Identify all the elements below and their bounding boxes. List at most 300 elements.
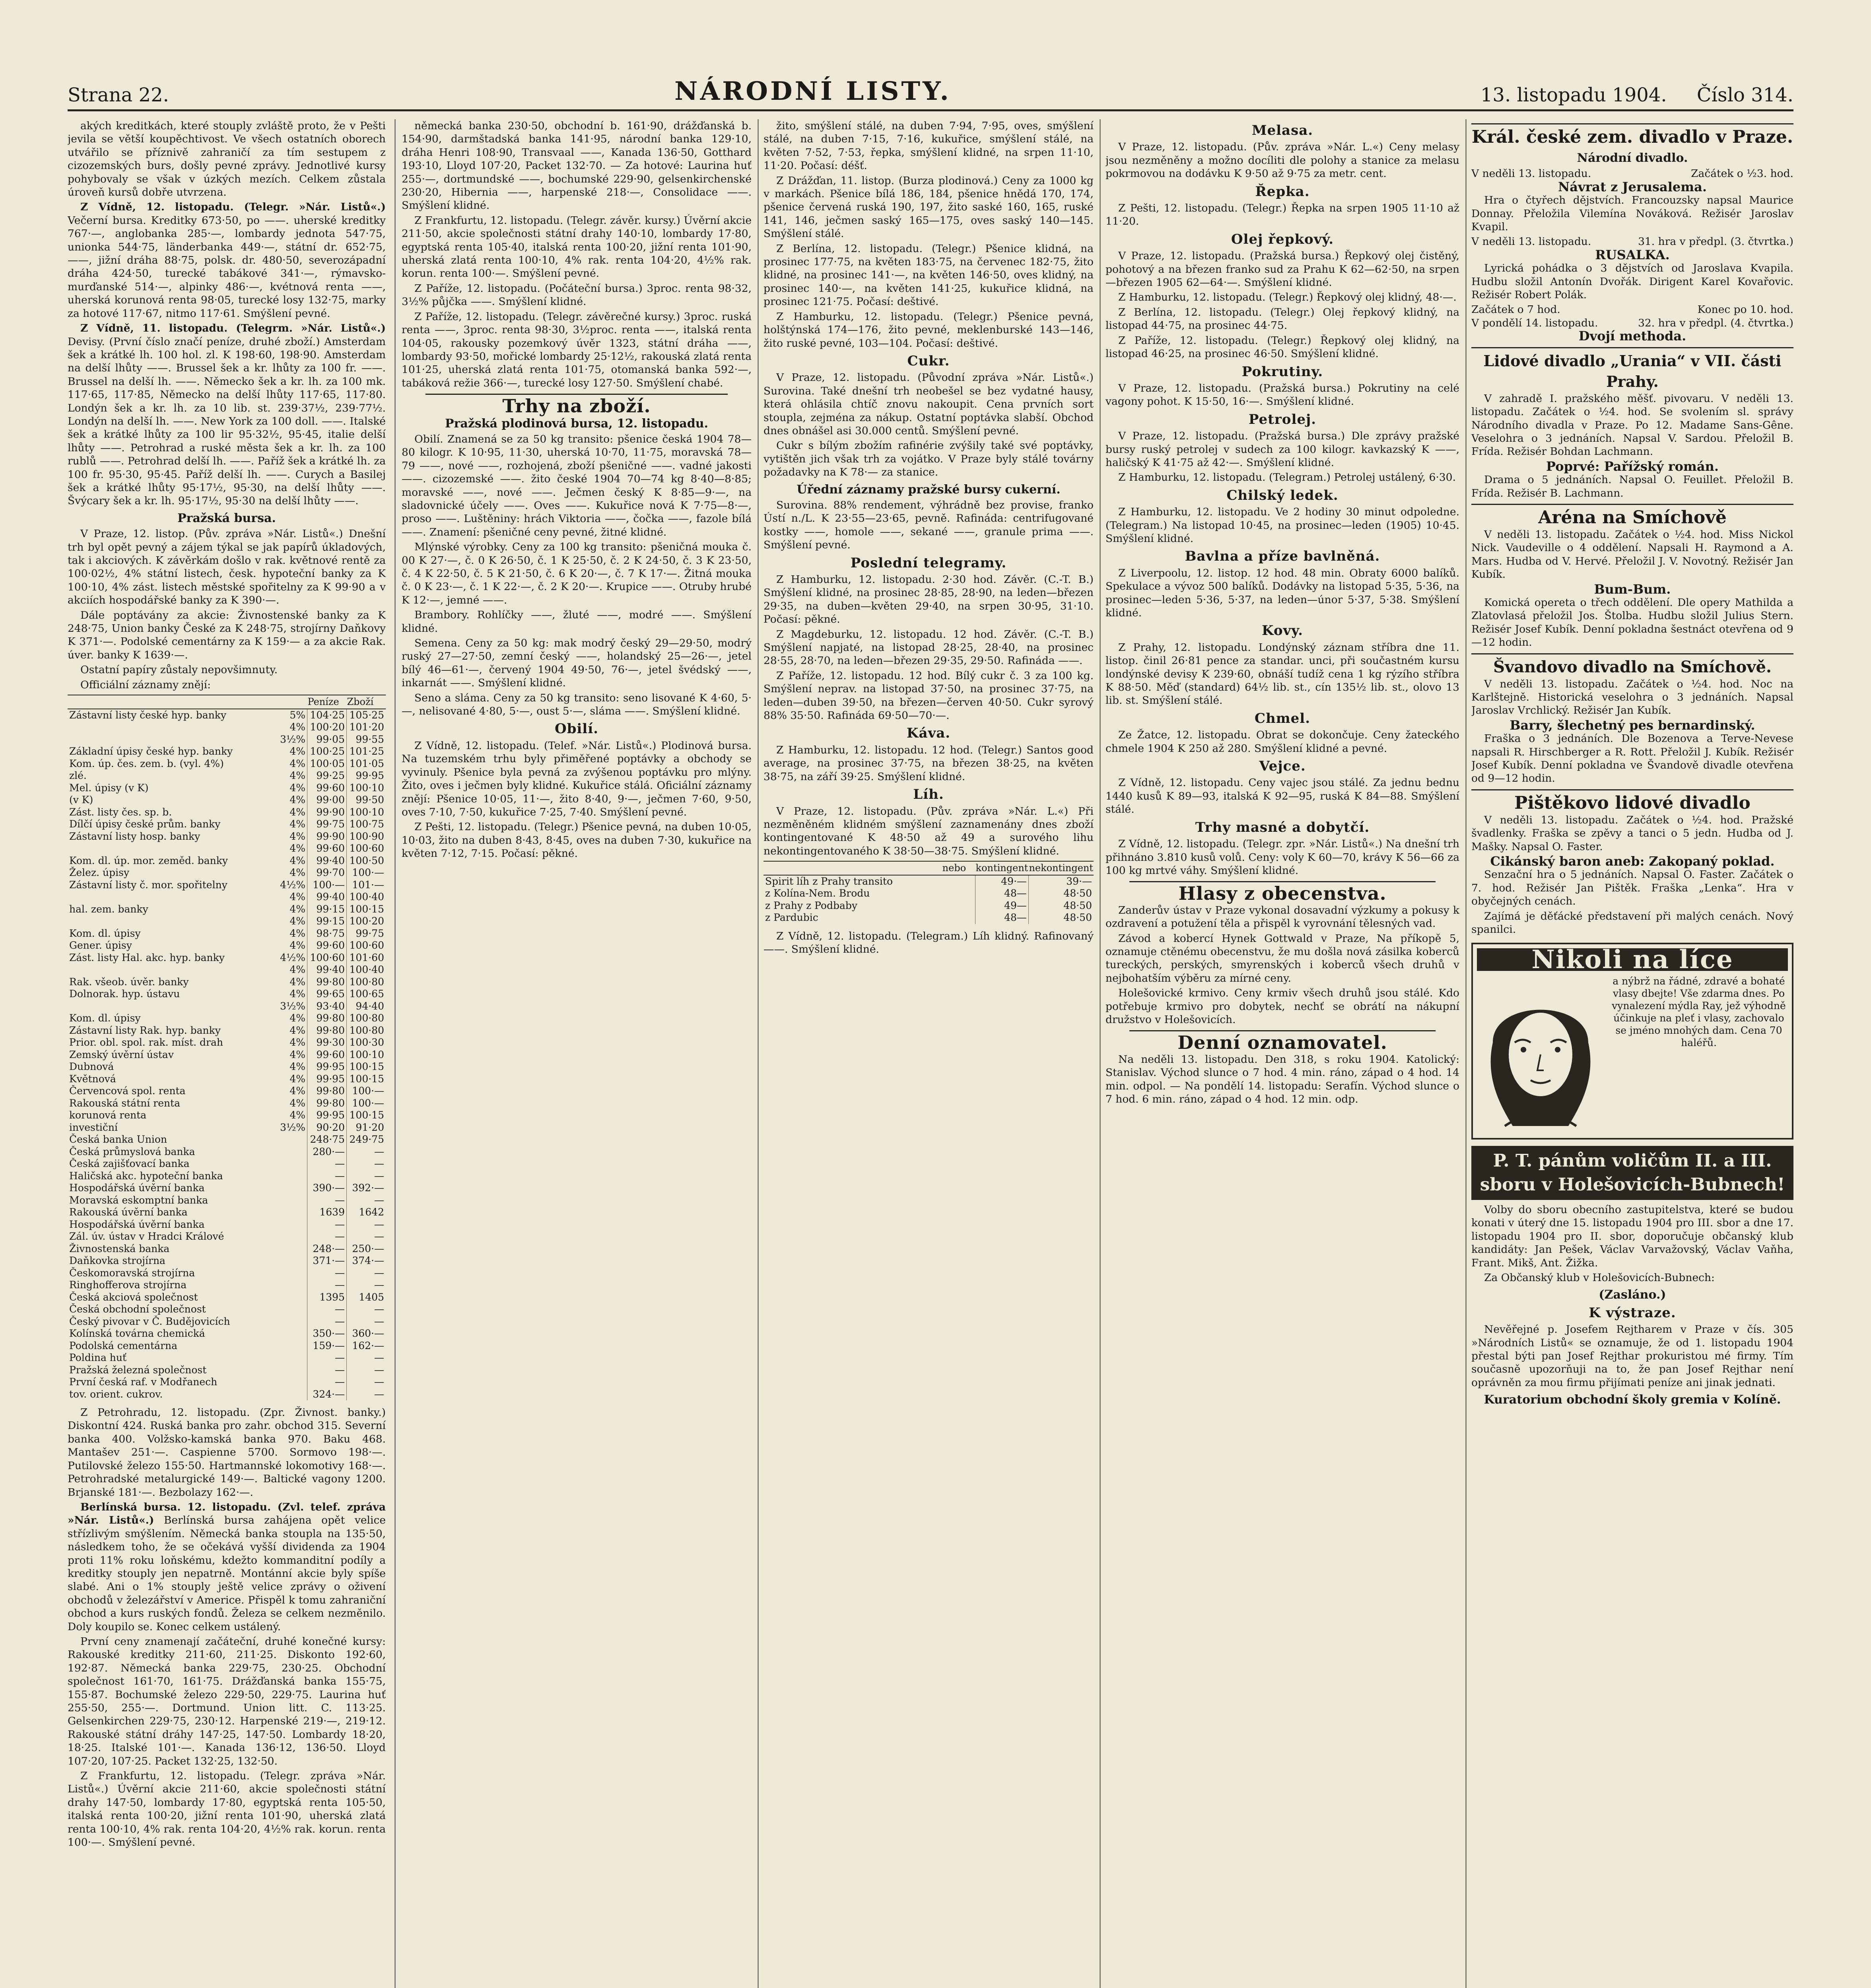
table-cell [942, 900, 975, 912]
table-cell-goods: 100·90 [347, 831, 386, 843]
table-cell-name: Hospodářská úvěrní banka [69, 1182, 205, 1194]
table-cell-rate: 3½% [280, 1000, 305, 1012]
article-paragraph: Z Hamburku, 12. listopadu. 2·30 hod. Závěr. (C.-T. B.) Smýšlení klidné, na prosinec 28·85, 28·90, na leden—březen 29·35, na duben—květen 29·40, na srpen 30·95, 31·10. Počasí: pěkné. [764, 573, 1094, 626]
table-cell-name: Českomoravská strojírna [69, 1267, 195, 1279]
table-cell-money: 99·40 [307, 891, 347, 903]
table-cell-money: 371·— [307, 1255, 347, 1267]
section-heading: Řepka. [1255, 183, 1310, 200]
table-row [68, 915, 386, 928]
table-cell: z Prahy z Podbaby [765, 899, 857, 911]
table-cell-rate: 4% [289, 1012, 305, 1024]
play-description: V neděli 13. listopadu. Začátek o ½4. hod. Pražské švadlenky. Fraška se zpěvy a tanci o 5 jedn. Hudba od J. Mašky. Napsal O. Faster. [1471, 813, 1793, 853]
play-description: Hra o čtyřech dějstvích. Francouzsky napsal Maurice Donnay. Přeložila Vilemína Nováková. Režisér Jaroslav Kvapil. [1471, 194, 1793, 233]
table-cell-money: 324·— [307, 1388, 347, 1401]
article-paragraph: Z Vídně, 12. listopadu. (Telef. »Nár. Listů«.) Plodinová bursa. Na tuzemském trhu byly přiměřené poptávky a obchody se vyvinuly. Pšenice byla pevná za zvýšenou poptávku pro mlýny. Žito, oves i ječmen byly klidné. Kukuřice stálá. Oficiální záznamy znějí: Pšenice 10·05, 11·—, žito 8·40, 9·—, ječmen 7·60, 9·50, oves 7·10, 7·50, kukuřice 7·25, 7·40. Smýšlení pevné. [402, 739, 752, 818]
table-cell-name [68, 915, 272, 928]
column-divider [1465, 119, 1467, 1988]
dateline: Berlínská bursa. 12. listopadu. (Zvl. telef. zpráva »Nár. Listů«.) [68, 1501, 386, 1527]
play-description: Drama o 5 jednáních. Napsal O. Feuillet. Přeložil B. Frída. Režisér B. Lachmann. [1471, 474, 1793, 499]
section-heading: Káva. [906, 725, 951, 742]
table-cell-name: Zástavní listy č. mor. spořitelny [69, 879, 227, 891]
article-paragraph: Z Paříže, 12. listopadu. (Telegr. závěrečné kursy.) 3proc. ruská renta ——, 3proc. renta 98·30, 3½proc. renta ——, italská renta 104·05, rakousky pozemkový úvěr 1323, státní dráha ——, lombardy 93·50, mořické lombardy 25·12½, rakouská zlatá renta 101·25, uherská zlatá renta 101·75, otomanská banka 592·—, tabáková režie 366·—, turecké losy 127·50. Smýšlení chabé. [402, 310, 752, 389]
article-paragraph [68, 322, 386, 508]
table-row [68, 770, 386, 782]
section-heading: Olej řepkový. [1231, 231, 1334, 247]
table-cell-goods: 101·20 [347, 721, 386, 734]
play-title: Cikánský baron aneb: Zakopaný poklad. [1490, 854, 1775, 869]
table-cell-money: 99·65 [307, 988, 347, 1000]
table-cell-rate: 4% [289, 940, 305, 951]
table-cell-money: — [307, 1194, 347, 1207]
table-cell-goods: — [347, 1231, 386, 1243]
election-call-title: P. T. pánům voličům II. a III. sboru v Holešovicích-Bubnech! [1471, 1146, 1793, 1200]
table-cell-rate [272, 1316, 307, 1328]
table-cell-rate [272, 1146, 307, 1158]
table-cell-goods: 100·80 [347, 1012, 386, 1025]
table-row [68, 1085, 386, 1097]
theatre-title: Aréna na Smíchově [1538, 507, 1727, 528]
table-row [68, 976, 386, 988]
table-cell-name: korunová renta [69, 1109, 147, 1121]
table-row [68, 746, 386, 758]
section-subheading: Úřední záznamy pražské bursy cukerní. [797, 482, 1061, 497]
table-cell-goods: 100·10 [347, 782, 386, 794]
table-cell-rate [272, 1352, 307, 1364]
play-description: Lyrická pohádka o 3 dějstvích od Jaroslava Kvapila. Hudbu složil Antonín Dvořák. Dirigent Karel Kovařovic. Režisér Robert Polák. [1471, 262, 1793, 301]
article-paragraph: Obilí. Znamená se za 50 kg transito: pšenice česká 1904 78—80 kilogr. K 10·95, 11·30, uherská 10·70, 11·75, moravská 78—79 ——, nové ——, rozhojená, zboží pšeničné ——. vadné jakosti ——. cizozemské ——. žito české 1904 70—74 kg 8·40—8·85; moravské ——, nové ——. Ječmen český K 8·85—9·—, na sladovnické účely ——. Oves ——. Kukuřice nová K 7·75—8·—, proso ——. Luštěniny: hrách Viktoria ——, čočka ——, fazole bílá ——. Znamení: pšeničné ceny pevné, žitné klidné. [402, 433, 752, 538]
table-cell-name: Dílčí úpisy české prům. banky [69, 818, 221, 830]
table-row [68, 1146, 386, 1158]
table-cell-rate [272, 1279, 307, 1291]
table-cell-rate: 4% [289, 1109, 305, 1121]
table-row [68, 1182, 386, 1194]
signature-line: Kuratorium obchodní školy gremia v Kolíně. [1484, 1393, 1781, 1407]
section-divider [1129, 1030, 1436, 1031]
table-cell-name: Hospodářská úvěrní banka [69, 1218, 205, 1230]
article-paragraph: Mlýnské výrobky. Ceny za 100 kg transito: pšeničná mouka č. 00 K 27·—, č. 0 K 26·50, č. 1 K 25·50, č. 2 K 24·50, č. 3 K 23·50, č. 4 K 22·50, č. 5 K 21·50, č. 6 K 20·—, č. 7 K 17·—. Žitná mouka č. 0 K 23·—, č. 1 K 22·—, č. 2 K 20·—. Krupice ——. Otruby hrubé K 12·—, jemné ——. [402, 541, 752, 606]
table-cell-rate [272, 1303, 307, 1316]
table-header [68, 695, 272, 709]
price-table [68, 695, 386, 1400]
play-title: Poprvé: Pařížský román. [1546, 458, 1719, 474]
table-row [68, 1279, 386, 1291]
table-cell-goods: 100·60 [347, 843, 386, 855]
table-cell-rate: 4% [289, 1037, 305, 1048]
issue-info [1457, 84, 1793, 106]
table-cell-money: 350·— [307, 1328, 347, 1340]
ad-headline: Nikoli na líce [1477, 948, 1788, 971]
table-cell-money: 99·25 [307, 770, 347, 782]
table-cell-goods: 101·05 [347, 758, 386, 770]
section-heading: Poslední telegramy. [850, 555, 1007, 571]
table-cell: z Kolína-Nem. Brodu [765, 887, 870, 899]
table-cell-rate [272, 1388, 307, 1401]
table-cell-money: 99·40 [307, 964, 347, 976]
table-header [272, 695, 307, 709]
table-cell-money: — [307, 1231, 347, 1243]
ad-text: a nýbrž na řádné, zdravé a bohaté vlasy dbejte! Vše zdarma dnes. Po vynalezení mýdla Ray, jež výhodně účinkuje na pleť i vlasy, zachovalo se jméno mnohých dam. Cena 70 haléřů. [1612, 975, 1786, 1048]
show-time: Konec po 10. hod. [1697, 303, 1793, 316]
table-cell-money: 99·40 [307, 855, 347, 867]
table-cell-rate [272, 1328, 307, 1340]
table-cell-rate: 4% [289, 782, 305, 794]
article-paragraph: Ostatní papíry zůstaly nepovšimnuty. [80, 664, 278, 676]
show-time: 32. hra v předpl. (4. čtvrtka.) [1638, 316, 1793, 329]
article-paragraph: Surovina. 88% rendement, výhrádně bez provise, franko Ústí n./L. K 23·55—23·65, pevně. Rafináda: centrifugované kostky ——, homole ——, sekané ——, granule prima ——. Smýšlení pevné. [764, 499, 1094, 551]
column-divider [758, 119, 759, 1988]
table-cell-goods: 392·— [347, 1182, 386, 1194]
table-cell-money: 99·75 [307, 818, 347, 831]
table-row [764, 875, 1094, 888]
table-cell: 48— [975, 887, 1029, 900]
play-title: Barry, šlechetný pes bernardinský. [1510, 717, 1755, 733]
table-cell-goods: 250·— [347, 1243, 386, 1255]
table-cell-rate: 4% [289, 1024, 305, 1036]
table-cell-money: 100·60 [307, 952, 347, 964]
table-row [68, 818, 386, 831]
table-cell-name [68, 721, 272, 734]
table-row [68, 940, 386, 952]
table-cell-goods: 100·15 [347, 1073, 386, 1085]
table-cell-goods: 100·80 [347, 1025, 386, 1037]
table-cell-money: 99·80 [307, 976, 347, 988]
table-row [68, 903, 386, 916]
table-row [68, 1049, 386, 1061]
table-row [68, 1012, 386, 1025]
table-cell-money: 99·80 [307, 1012, 347, 1025]
article-paragraph: Z Hamburku, 12. listopadu. Ve 2 hodiny 30 minut odpoledne. (Telegram.) Na listopad 10·45, na prosinec—leden (1905) 10·45. Smýšlení klidné. [1106, 506, 1459, 545]
table-cell-rate [272, 1364, 307, 1376]
article-paragraph: Z Hamburku, 12. listopadu. (Telegr.) Pšenice pevná, holštýnská 174—176, žito pevné, meklenburské 143—146, žito ruské pevné, 103—104. Počasí: deštivé. [764, 310, 1094, 349]
table-cell-name: Dolnorak. hyp. ústavu [69, 988, 180, 1000]
table-cell-name: Haličská akc. hypoteční banka [69, 1170, 223, 1182]
article-paragraph: Z Pešti, 12. listopadu. (Telegr.) Řepka na srpen 1905 11·10 až 11·20. [1106, 202, 1459, 228]
table-row [68, 1109, 386, 1122]
table-cell [942, 887, 975, 900]
table-cell-rate [272, 1291, 307, 1304]
table-cell-goods: 99·95 [347, 770, 386, 782]
table-cell-rate: 4% [289, 843, 305, 854]
table-row [764, 887, 1094, 900]
table-cell-money: 99·95 [307, 1061, 347, 1073]
play-description: Fraška o 3 jednáních. Dle Bozenova a Terve-Nevese napsali R. Hirschberger a R. Rott. Přeložil J. Kubík. Režisér Josef Kubík. Denní pokladna ve Švandově divadle otevřena od 9—12 hodin. [1471, 732, 1793, 785]
table-cell-goods: 100·— [347, 1097, 386, 1110]
table-cell-money: 100·— [307, 879, 347, 891]
table-cell-name [68, 843, 272, 855]
table-cell-name: (v K) [69, 794, 93, 806]
article-paragraph: Z Vídně, 12. listopadu. (Telegram.) Líh klidný. Rafinovaný ——. Smýšlení klidné. [764, 930, 1094, 956]
table-cell-rate: 3½% [280, 1121, 305, 1133]
table-cell-name: Zástavní listy české hyp. banky [69, 709, 227, 721]
table-row [68, 758, 386, 770]
show-time: Začátek o ½3. hod. [1691, 167, 1793, 180]
table-cell-rate [272, 1243, 307, 1255]
table-cell-name: Květnová [69, 1073, 116, 1085]
table-cell-money: 100·20 [307, 721, 347, 734]
table-cell-name: Kolínská továrna chemická [69, 1328, 205, 1340]
table-cell-money: 99·00 [307, 794, 347, 806]
table-cell-rate [272, 1206, 307, 1219]
table-cell-name: Červencová spol. renta [69, 1085, 186, 1097]
table-cell-money: 280·— [307, 1146, 347, 1158]
article-paragraph: V Praze, 12. listopadu. (Pražská bursa.) Dle zprávy pražské bursy ruský petrolej v sudech za 100 kilogr. kavkazský K ——, haličský K 41·75 až 42·—. Smýšlení klidné. [1106, 430, 1459, 469]
table-header: nebo [942, 861, 975, 875]
table-row [68, 1170, 386, 1182]
table-cell-goods: — [347, 1219, 386, 1231]
ad-body [1477, 975, 1788, 1134]
table-cell-rate [272, 1134, 307, 1146]
table-cell-name: Kom. dl. úp. mor. zeměd. banky [69, 854, 228, 866]
table-cell-money: 90·20 [307, 1122, 347, 1134]
table-cell-name: Živnostenská banka [69, 1242, 170, 1254]
section-heading: Kovy. [1262, 623, 1303, 639]
table-cell-goods: 101·25 [347, 746, 386, 758]
article-paragraph: Z Prahy, 12. listopadu. Londýnský záznam stříbra dne 11. listop. činil 26·81 pence za standar. unci, při součastném kursu londýnské devisy K 239·60, obnáší tudíž cena 1 kg rýzího stříbra K 88·50. Měď (standard) 64½ lib. st., cín 135½ lib. st., olovo 13 lib. st. Smýšlení stálé. [1106, 641, 1459, 707]
table-row [68, 1267, 386, 1279]
table-row [68, 1340, 386, 1352]
play-description: Zajímá je děťácké představení při malých cenách. Nový spanilci. [1471, 910, 1793, 936]
table-cell-name: Mel. úpisy (v K) [69, 782, 149, 794]
table-cell-name: Podolská cementárna [69, 1340, 178, 1351]
table-cell-name: Zástavní listy hosp. banky [69, 830, 200, 842]
table-cell-rate: 4% [289, 903, 305, 915]
section-heading: Denní oznamovatel. [1177, 1032, 1387, 1054]
table-cell-goods: 100·15 [347, 903, 386, 916]
table-cell-goods: 100·75 [347, 818, 386, 831]
table-row [68, 1037, 386, 1049]
table-cell-rate: 4% [289, 757, 305, 769]
play-title: Dvojí methoda. [1578, 328, 1686, 344]
woman-portrait-illustration [1477, 975, 1604, 1134]
table-cell-rate: 4% [289, 891, 305, 903]
table-cell-money: 99·60 [307, 1049, 347, 1061]
table-cell-goods: 100·20 [347, 915, 386, 928]
section-heading: (Zasláno.) [1599, 1288, 1666, 1302]
table-cell-money: — [307, 1376, 347, 1388]
table-header: Zboží [347, 695, 386, 709]
table-cell-goods: 100·50 [347, 855, 386, 867]
table-row [68, 734, 386, 746]
table-row [68, 1073, 386, 1085]
table-row [68, 1316, 386, 1328]
table-cell-money: 99·80 [307, 1025, 347, 1037]
section-subheading: Pražská plodinová bursa, 12. listopadu. [445, 416, 708, 431]
table-row [68, 928, 386, 940]
table-row [68, 1303, 386, 1316]
soap-advertisement [1471, 943, 1793, 1140]
article-paragraph: V Praze, 12. listopadu. (Původní zpráva »Nár. Listů«.) Surovina. Také dnešní trh neobešel se bez vydatné hausy, která ohlásila chtíč znovu nakoupit. Cena prvních sort stoupla, zejména za nákup. Ostatní poptávka slabší. Obchod dnes obnášel asi 30.000 centů. Smýšlení pevné. [764, 371, 1094, 437]
table-cell-goods: — [347, 1170, 386, 1182]
article-paragraph: Nevěřejné p. Josefem Rejtharem v Praze v čís. 305 »Národních Listů« se oznamuje, že od 1. listopadu 1904 přestal býti pan Josef Rejthar prokuristou mé firmy. Tím současně upozorňuji na to, že pan Josef Rejthar není oprávněn za mou firmu přijímati peníze ani jinak jednati. [1471, 1323, 1793, 1389]
table-cell-rate [272, 1231, 307, 1243]
play-description: Senzační hra o 5 jednáních. Napsal O. Faster. Začátek o 7. hod. Režisér Jan Pištěk. Fraška „Lenka“. Hra v obyčejných cenách. [1471, 868, 1793, 908]
table-cell-rate: 4% [289, 1097, 305, 1109]
table-cell-money: 99·80 [307, 1085, 347, 1097]
article-paragraph: Dále poptávány za akcie: Živnostenské banky za K 248·75, Union banky České za K 248·75, strojírny Daňkovy K 371·—. Podolské cementárny za K 159·— a za akcie Rak. úver. banky K 1639·—. [68, 609, 386, 661]
table-cell-rate: 4% [289, 806, 305, 818]
table-cell-rate [272, 1182, 307, 1194]
theatre-listing-svanda [1471, 653, 1793, 785]
table-cell-goods: 360·— [347, 1328, 386, 1340]
section-heading: Pokrutiny. [1242, 363, 1323, 380]
table-cell-money: 99·15 [307, 915, 347, 928]
show-date: V pondělí 14. listopadu. [1471, 316, 1598, 329]
table-cell-goods: — [347, 1158, 386, 1170]
table-cell-name: Zást. listy Hal. akc. hyp. banky [69, 951, 225, 963]
table-cell-goods: 100·40 [347, 964, 386, 976]
section-heading: Vejce. [1259, 758, 1306, 775]
article-paragraph: Z Paříže, 12. listopadu. (Telegr.) Řepkový olej klidný, na listopad 46·25, na prosinec 46·50. Smýšlení klidné. [1106, 334, 1459, 360]
table-cell-goods: 100·30 [347, 1037, 386, 1049]
table-cell-money: 159·— [307, 1340, 347, 1352]
table-cell-money: 99·95 [307, 1073, 347, 1085]
table-row [68, 1291, 386, 1304]
table-row [68, 964, 386, 976]
section-heading: Obilí. [555, 721, 598, 737]
table-row [68, 1206, 386, 1219]
article-paragraph: Z Magdeburku, 12. listopadu. 12 hod. Závěr. (C.-T. B.) Smýšlení napjaté, na listopad 28·25, 28·40, na prosinec 28·55, 28·70, na leden—březen 29·35, 29·50. Rafináda ——. [764, 628, 1094, 667]
table-cell-goods: 100·60 [347, 940, 386, 952]
article-paragraph: Seno a sláma. Ceny za 50 kg transito: seno lisované K 4·60, 5·—, nelisované 4·80, 5·—, oust 5·—, sláma ——. Smýšlení klidné. [402, 691, 752, 718]
table-cell-rate [272, 1158, 307, 1170]
table-cell-name: Kom. úp. čes. zem. b. (vyl. 4%) [69, 757, 224, 769]
table-cell-goods: 1642 [347, 1206, 386, 1219]
table-row [68, 1328, 386, 1340]
theatre-listing-pistek [1471, 789, 1793, 936]
table-cell: z Pardubic [765, 912, 818, 924]
table-cell-name: zlé. [69, 770, 87, 782]
table-cell-rate [272, 1170, 307, 1182]
table-row [68, 721, 386, 734]
table-cell-goods: 99·75 [347, 928, 386, 940]
table-cell-goods: — [347, 1352, 386, 1364]
theatre-listing-urania [1471, 347, 1793, 500]
table-cell-rate [272, 1376, 307, 1388]
table-cell-goods: — [347, 1279, 386, 1291]
article-paragraph: Z Paříže, 12. listopadu. (Počáteční bursa.) 3proc. renta 98·32, 3½% půjčka ——. Smýšlení klidné. [402, 282, 752, 308]
table-cell-name: Rak. všeob. úvěr. banky [69, 976, 189, 988]
table-cell-goods: 91·20 [347, 1122, 386, 1134]
article-paragraph: Z Paříže, 12. listopadu. 12 hod. Bílý cukr č. 3 za 100 kg. Smýšlení neprav. na listopad 37·50, na prosinec 37·75, na leden—duben 39·50, na březen—červen 40·50. Cukr syrový 88% 35·50. Rafináda 69·50—70·—. [764, 669, 1094, 722]
table-cell-name: Česká obchodní společnost [69, 1303, 206, 1315]
table-row [68, 806, 386, 819]
table-cell-money: 248·75 [307, 1134, 347, 1146]
table-row [68, 1061, 386, 1073]
table-cell-name: Ringhofferova strojírna [69, 1279, 187, 1291]
table-cell-money: — [307, 1364, 347, 1376]
table-cell-goods: — [347, 1316, 386, 1328]
table-cell-rate: 4% [289, 867, 305, 879]
issue-number: Číslo 314. [1696, 84, 1793, 106]
table-cell-money: 99·30 [307, 1037, 347, 1049]
play-description: Komická opereta o třech oddělení. Dle opery Mathilda a Zlatovlasá přeložil Jos. Štolba. Hudbu složil Julius Stern. Režisér Josef Kubík. Denní pokladna šestnáct otevřena od 9—12 hodin. [1471, 596, 1793, 649]
table-cell: Spirit líh z Prahy transito [765, 875, 893, 887]
table-row [68, 1134, 386, 1146]
table-cell-rate: 4% [289, 854, 305, 866]
table-cell-money: 99·90 [307, 806, 347, 819]
article-paragraph: akých kreditkách, které stouply zvláště proto, že v Pešti jevila se větší koupěchtivost. Ve všech ostatních oborech utvářilo se příznivě zahraničí za tím sestupem z cizozemských burs, došly pevné zprávy. Jednotlivé kursy pohybovaly se však v úzkých mezích. Celkem zůstala úroveň kursů dobře utvrzena. [68, 120, 386, 199]
article-paragraph: V Praze, 12. listopadu. (Pražská bursa.) Řepkový olej čistěný, pohotový a na březen franko sud za Prahu K 62—62·50, na srpen—březen 1905 62—64·—. Smýšlení klidné. [1106, 250, 1459, 289]
table-cell-name: Česká banka Union [69, 1134, 167, 1145]
table-cell-rate [272, 1255, 307, 1267]
table-cell-money: 99·05 [307, 734, 347, 746]
article-paragraph: Na neděli 13. listopadu. Den 318, s roku 1904. Katolický: Stanislav. Východ slunce o 7 hod. 4 min. ráno, západ o 4 hod. 14 min. odpol. — Na pondělí 14. listopadu: Serafín. Východ slunce o 7 hod. 6 min. ráno, západ o 4 hod. 12 min. odp. [1106, 1053, 1459, 1105]
table-row [68, 709, 386, 722]
table-header: Peníze [307, 695, 347, 709]
theatre-listing-arena [1471, 504, 1793, 649]
article-paragraph: Z Vídně, 12. listopadu. (Telegr. zpr. »Nár. Listů«.) Na dnešní trh přihnáno 3.810 kusů volů. Ceny: voly K 60—70, krávy K 56—66 za 100 kg mrtvé váhy. Smýšlení klidné. [1106, 838, 1459, 877]
table-cell-name: Gener. úpisy [69, 940, 132, 951]
table-cell-name [68, 1000, 272, 1013]
play-title: Bum-Bum. [1594, 581, 1671, 597]
table-cell-rate: 4% [289, 830, 305, 842]
article-paragraph: V Praze, 12. listop. (Pův. zpráva »Nár. Listů«.) Dnešní trh byl opět pevný a zájem týkal se jak papírů úkladových, tak i akciových. K závěrkám došlo v rak. květnové rentě za 100·02½, 4% státní listech, česk. hypoteční banky za K 100·10, 4% zást. listech městské spořitelny za K 99·90 a v akciích hospodářské banky za K 390·—. [68, 528, 386, 607]
table-cell-goods: 100·— [347, 867, 386, 879]
play-title: Návrat z Jerusalema. [1558, 179, 1707, 194]
article-paragraph: V Praze, 12. listopadu. (Pův. zpráva »Nár. L.«) Při nezměněném klidném smýšlení zaznamenány dnes zboží kontingentované K 48·50 až 49 a surového lihu nekontingentovaného K 38·50—38·75. Smýšlení klidné. [764, 805, 1094, 857]
theatre-title: Pištěkovo lidové divadlo [1514, 792, 1751, 813]
table-cell-rate [272, 1194, 307, 1207]
table-cell-rate: 5% [289, 709, 305, 721]
table-cell: 48·50 [1028, 912, 1094, 924]
table-row [68, 1000, 386, 1013]
theatre-title: Lidové divadlo „Urania“ v VII. části Prahy. [1483, 351, 1782, 390]
article-paragraph: Z Vídně, 12. listopadu. Ceny vajec jsou stálé. Za jednu bednu 1440 kusů K 89—93, italská K 92—95, ruská K 84—88. Smýšlení stálé. [1106, 777, 1459, 816]
show-date: Začátek o 7 hod. [1471, 303, 1560, 316]
article-paragraph: Za Občanský klub v Holešovicích-Bubnech: [1484, 1271, 1715, 1284]
article-paragraph: Z Berlína, 12. listopadu. (Telegr.) Olej řepkový klidný, na listopad 44·75, na prosinec 44·75. [1106, 306, 1459, 332]
table-row [68, 1097, 386, 1110]
table-cell-money: — [307, 1267, 347, 1279]
table-cell-goods: 249·75 [347, 1134, 386, 1146]
table-cell-goods: 100·10 [347, 1049, 386, 1061]
dateline: Z Vídně, 12. listopadu. (Telegr. »Nár. Listů«.) [80, 201, 386, 214]
table-row [68, 794, 386, 806]
section-heading: Petrolej. [1248, 411, 1317, 427]
table-cell-money: 99·80 [307, 1097, 347, 1110]
table-cell-rate: 4% [289, 976, 305, 988]
table-cell-money: 99·95 [307, 1109, 347, 1122]
section-heading: Hlasy z obecenstva. [1178, 883, 1387, 905]
table-cell: 49— [975, 900, 1029, 912]
show-date: V neděli 13. listopadu. [1471, 235, 1591, 248]
play-title: RUSALKA. [1595, 247, 1670, 262]
table-cell-name: Česká akciová společnost [69, 1291, 198, 1303]
section-heading: Chmel. [1254, 710, 1311, 726]
section-heading: Cukr. [907, 353, 950, 369]
article-paragraph: Závod a kobercí Hynek Gottwald v Praze, Na příkopě 5, oznamuje ctěnému obecenstvu, že mu došla nová zásilka koberců tureckých, perských, smyrenských i koberců všech druhů v nejbohatším výběru za mírné ceny. [1106, 932, 1459, 984]
table-row [68, 1219, 386, 1231]
table-cell [942, 912, 975, 924]
article-paragraph [68, 200, 386, 320]
table-cell-name: Základní úpisy české hyp. banky [69, 746, 233, 757]
table-cell-name: Česká průmyslová banka [69, 1145, 195, 1157]
column-4 [1106, 119, 1459, 1988]
table-cell-rate: 4% [289, 746, 305, 757]
table-cell-rate: 4% [289, 794, 305, 806]
table-row [68, 1243, 386, 1255]
table-cell [942, 875, 975, 888]
play-description: V neděli 13. listopadu. Začátek o ½4. hod. Miss Nickol Nick. Vaudeville o 4 oddělení. Napsali H. Raymond a A. Mars. Hudba od V. Hervé. Přeložil J. V. Novotný. Režisér Jan Kubík. [1471, 528, 1793, 581]
dateline: Z Vídně, 11. listopadu. (Telegrm. »Nár. Listů«.) [80, 322, 386, 335]
table-cell-goods: 100·65 [347, 988, 386, 1000]
table-cell-goods: 100·10 [347, 806, 386, 819]
section-heading: K výstraze. [1589, 1305, 1676, 1321]
table-cell-name: hal. zem. banky [69, 903, 148, 915]
table-cell-goods: 100·15 [347, 1061, 386, 1073]
table-cell-goods: — [347, 1194, 386, 1207]
article-paragraph: žito, smýšlení stálé, na duben 7·94, 7·95, oves, smýšlení stálé, na duben 7·15, 7·16, kukuřice, smýšlení stálé, na květen 7·52, 7·53, řepka, smýšlení klidné, na srpen 11·10, 11·20. Počasí: déšť. [764, 120, 1094, 172]
